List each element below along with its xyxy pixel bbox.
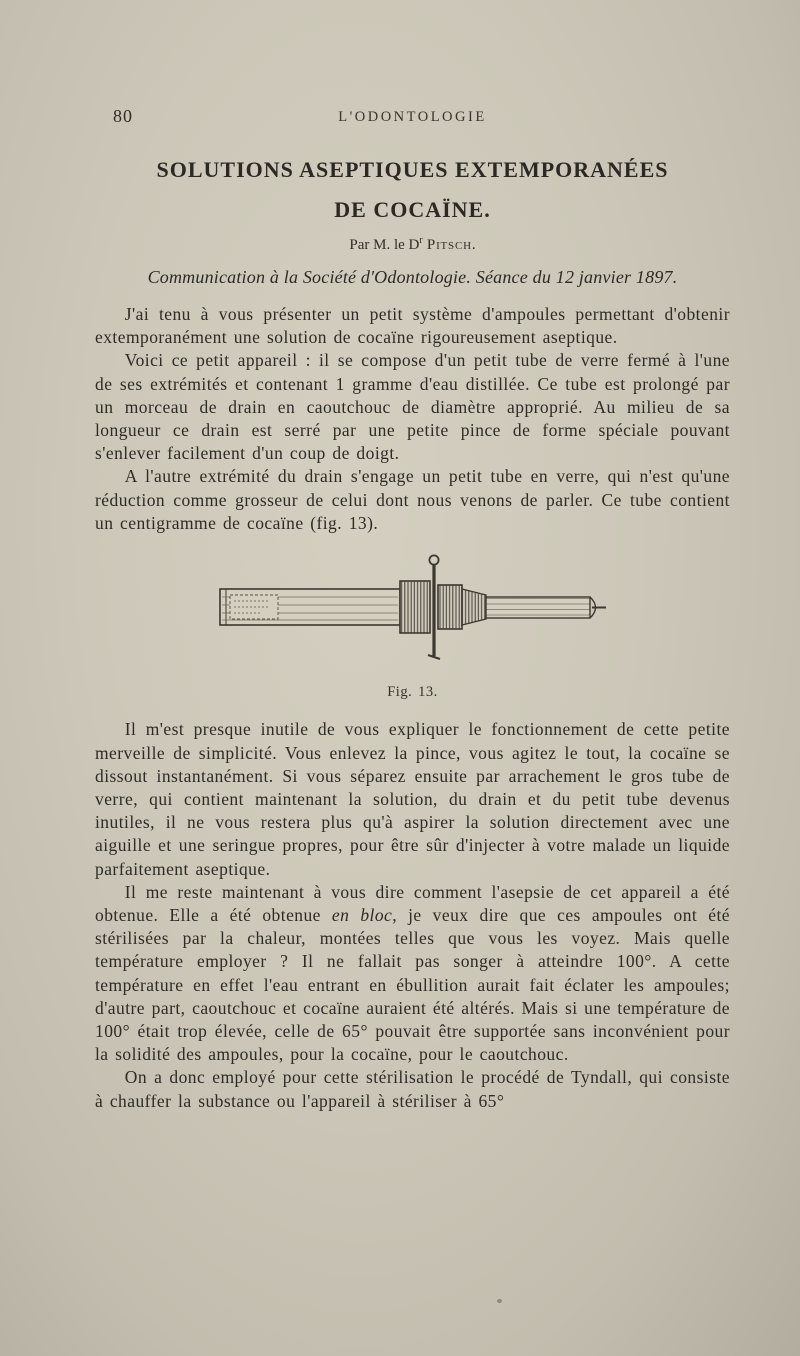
byline (95, 235, 730, 254)
article-body (95, 303, 730, 1113)
page-header (95, 106, 730, 128)
article-title-line2: DE COCAÏNE. (334, 197, 491, 222)
emphasis-en-bloc: en bloc (331, 905, 393, 926)
paragraph-3: A l'autre extrémité du drain s'engage un petit tube en verre, qui n'est qu'une réduction comme grosseur de celui dont nous venons de parler. Ce tube contient un centigramme de cocaïne (fig. 13). (95, 466, 730, 533)
paper-blemish (497, 1299, 502, 1303)
byline-superscript: r (419, 235, 423, 246)
ampoule-apparatus-illustration (218, 553, 608, 671)
paragraph-6: On a donc employé pour cette stérilisation le procédé de Tyndall, qui consiste à chauffer la substance ou l'appareil à stériliser à 65° (95, 1067, 730, 1111)
article-title (95, 150, 730, 230)
paragraph-1: J'ai tenu à vous présenter un petit système d'ampoules permettant d'obtenir extemporanément une solution de cocaïne rigoureusement aseptique. (95, 304, 730, 348)
author-name: Pitsch (426, 237, 472, 253)
article-title-line1: SOLUTIONS ASEPTIQUES EXTEMPORANÉES (156, 157, 669, 182)
text-run: Il me reste maintenant à vous dire comment l'asepsie de cet appareil a été obtenue. Elle a été obtenue (95, 881, 730, 926)
page-number: 80 (113, 106, 133, 126)
byline-prefix: Par M. le D (349, 237, 420, 253)
running-title: L'ODONTOLOGIE (338, 109, 487, 125)
byline-suffix: . (471, 237, 476, 253)
figure-caption: Fig. 13. (387, 684, 438, 701)
text-run: , je veux dire que ces ampoules ont été stérilisées par la chaleur, montées telles que vous les voyez. Mais quelle température employer ? Il ne fallait pas songer à atteindre 100°. A cette température en effet l'eau entrant en ébullition aurait fait éclater les ampoules; d'autre part, caoutchouc et cocaïne auraient été altérés. Mais si une température de 100° était trop élevée, celle de 65° pouvait être supportée sans inconvénient pour la solidité des ampoules, pour la cocaïne, pour le caoutchouc. (95, 905, 730, 1065)
paragraph-5 (95, 881, 730, 1067)
article-subtitle: Communication à la Société d'Odontologie. Séance du 12 janvier 1897. (147, 267, 678, 287)
paragraph-2: Voici ce petit appareil : il se compose d'un petit tube de verre fermé à l'une de ses extrémités et contenant 1 gramme d'eau distillée. Ce tube est prolongé par un morceau de drain en caoutchouc de diamètre approprié. Au milieu de sa longueur ce drain est serré par une petite pince de forme spéciale pouvant s'enlever facilement d'un coup de doigt. (95, 350, 730, 464)
paragraph-4: Il m'est presque inutile de vous expliquer le fonctionnement de cette petite merveille de simplicité. Vous enlevez la pince, vous agitez le tout, la cocaïne se dissout instantanément. Si vous séparez ensuite par arrachement le gros tube de verre, qui contient maintenant la solution, du drain et du petit tube devenus inutiles, il ne vous restera plus qu'à aspirer la solution directement avec une aiguille et une seringue propres, pour être sûr d'injecter à votre malade un liquide parfaitement aseptique. (95, 719, 730, 879)
figure-13 (95, 553, 730, 704)
